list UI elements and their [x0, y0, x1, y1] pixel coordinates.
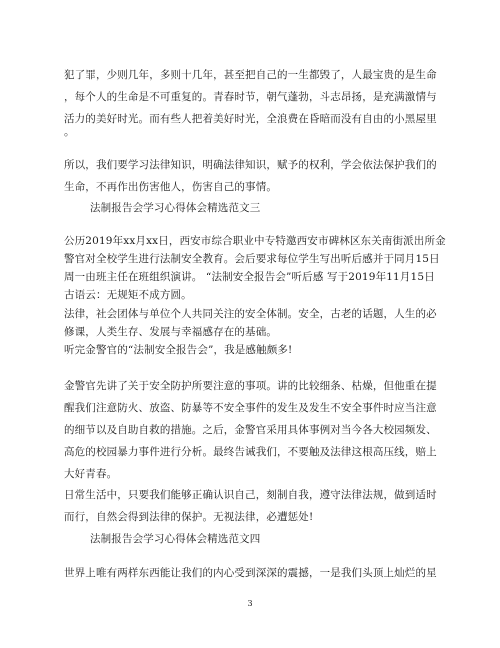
paragraph-3-line-1: 公历2019年xx月xx日，西安市综合职业中专特邀西安市碑林区东关南街派出所金	[64, 235, 446, 247]
paragraph-3-line-5: 法律，社会团体与单位个人共同关注的安全体制。安全，古老的话题，人生的必	[64, 308, 437, 320]
paragraph-4-line-5: 大好青春。	[64, 468, 118, 480]
paragraph-1-line-1: 犯了罪，少则几年，多则十几年，甚至把自己的一生都毁了，人最宝贵的是生命	[64, 69, 437, 81]
paragraph-5-line-1: 世界上唯有两样东西能让我们的内心受到深深的震撼，一是我们头顶上灿烂的星	[64, 567, 437, 579]
paragraph-1-line-2: ，每个人的生命是不可重复的。青春时节，朝气蓬勃，斗志昂扬，是充满激情与	[64, 91, 437, 103]
paragraph-2-line-2: 生命，不再作出伤害他人，伤害自己的事情。	[64, 181, 277, 193]
paragraph-1-line-3: 活力的美好时光。而有些人把着美好时光，全浪费在昏暗而没有自由的小黑屋里	[64, 113, 437, 125]
section-heading-4: 法制报告会学习心得体会精选范文四	[90, 533, 261, 545]
paragraph-4-line-6: 日常生活中，只要我们能够正确认识自己，刻制自我，遵守法律法规，做到适时	[64, 489, 437, 501]
paragraph-4-line-7: 而行，自然会得到法律的保护。无视法律，必遭惩处!	[64, 511, 314, 523]
paragraph-4-line-1: 金警官先讲了关于安全防护所要注意的事项。讲的比较细条、枯燥，但他重在提	[64, 380, 437, 392]
paragraph-4-line-4: 高危的校园暴力事件进行分析。最终告诫我们，不要触及法律这根高压线，赔上	[64, 446, 437, 458]
paragraph-3-line-6: 修课，人类生存、发展与幸福感存在的基础。	[64, 326, 277, 338]
paragraph-2-line-1: 所以，我们要学习法律知识，明确法律知识，赋予的权利，学会依法保护我们的	[64, 159, 437, 171]
page-number: 3	[247, 599, 253, 608]
paragraph-3-line-4: 古语云：无规矩不成方圆。	[64, 289, 192, 301]
paragraph-4-line-3: 的细节以及自助自救的措施。之后，金警官采用具体事例对当今各大校园频发、	[64, 424, 437, 436]
paragraph-3-line-3: 周一由班主任在班组织演讲。 “法制安全报告会”听后感 写于2019年11月15日	[64, 271, 435, 283]
paragraph-3-line-2: 警官对全校学生进行法制安全教育。会后要求每位学生写出听后感并于同月15日	[64, 253, 440, 265]
paragraph-1-line-4: 。	[64, 126, 75, 138]
section-heading-3: 法制报告会学习心得体会精选范文三	[90, 202, 261, 214]
paragraph-3-line-7: 听完金警官的“法制安全报告会”，我是感触颇多!	[64, 344, 293, 356]
paragraph-4-line-2: 醒我们注意防火、放盗、防暴等不安全事件的发生及发生不安全事件时应当注意	[64, 402, 437, 414]
